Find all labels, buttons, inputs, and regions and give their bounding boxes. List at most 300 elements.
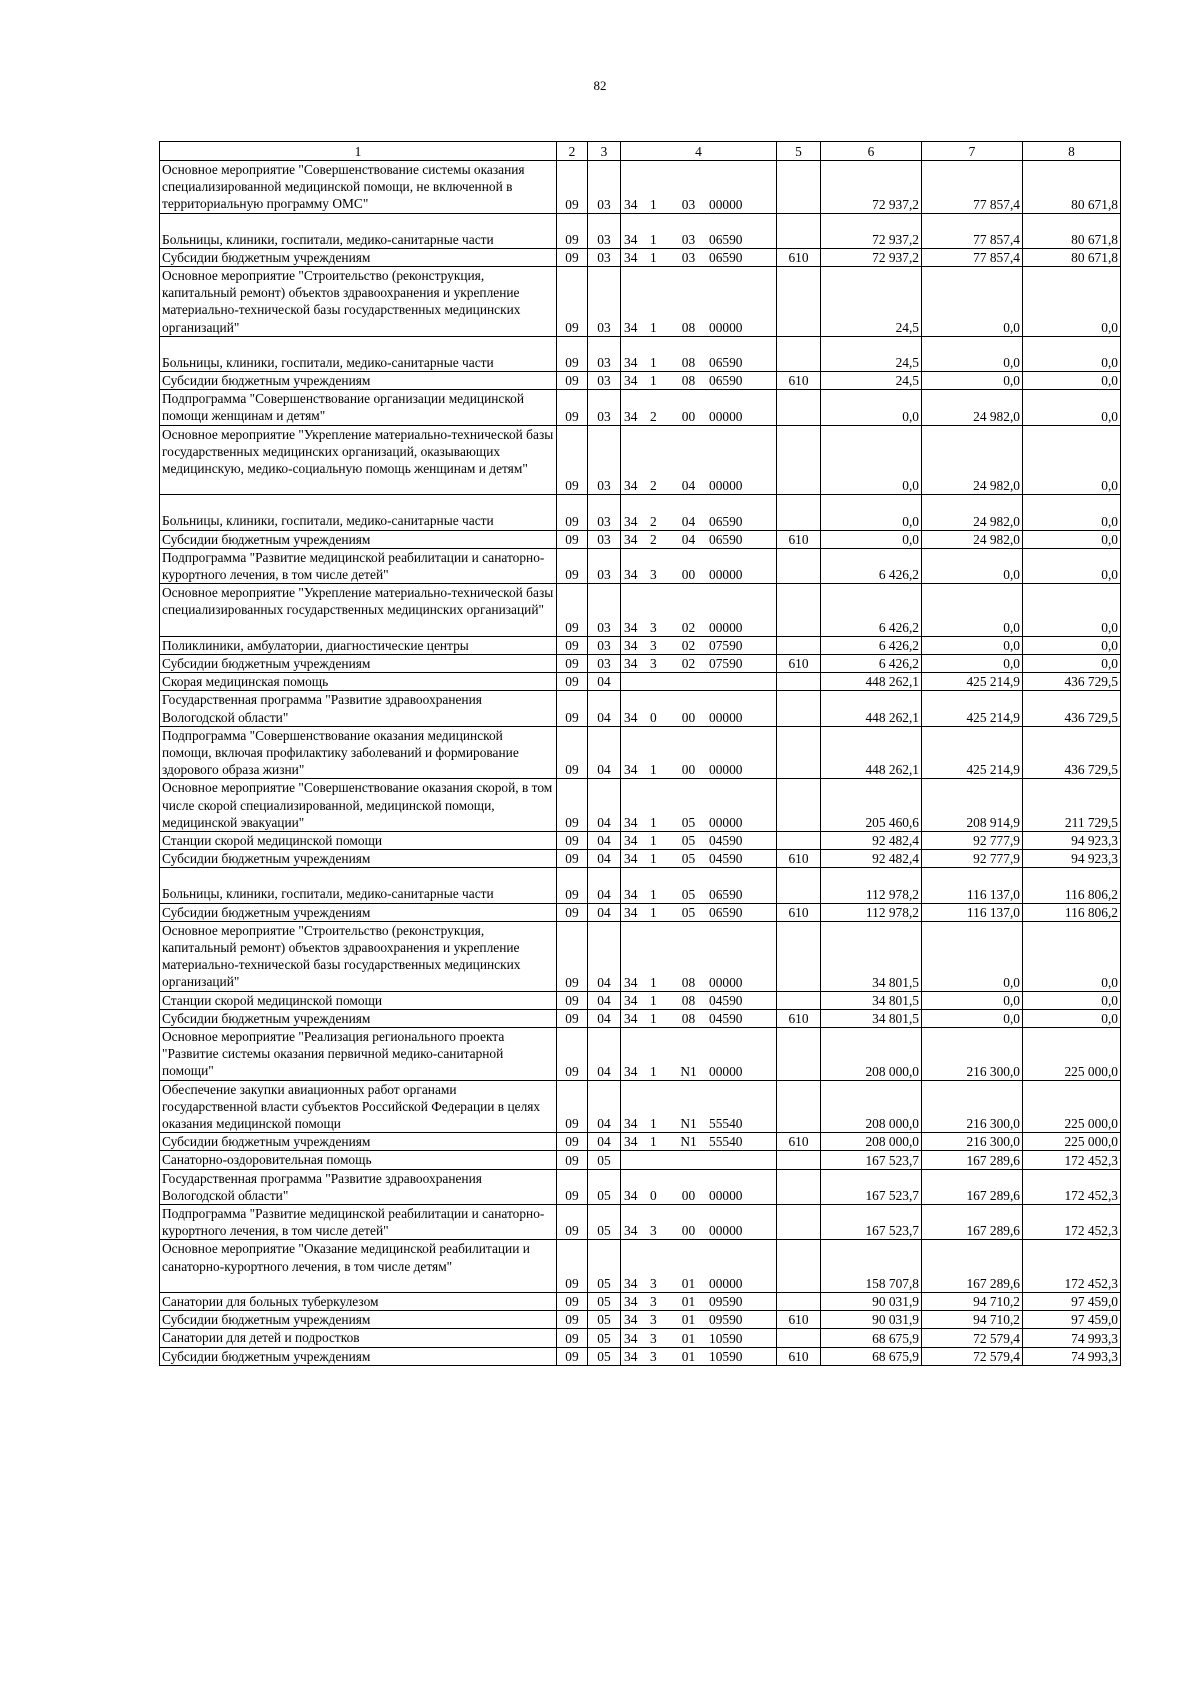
- subsection-code: 05: [588, 1293, 621, 1311]
- amount-col-8: 225 000,0: [1023, 1080, 1121, 1133]
- subsection-code: 04: [588, 1028, 621, 1081]
- section-code: 09: [557, 1028, 588, 1081]
- target-article-part-a: 34: [624, 638, 638, 653]
- target-article-part-a: 34: [624, 1134, 638, 1150]
- target-article-part-d: 10590: [709, 1348, 743, 1364]
- target-article-part-b: 3: [650, 1312, 657, 1328]
- row-name: Подпрограмма "Совершенствование организации медицинской помощи женщинам и детям": [160, 390, 557, 425]
- target-article-code: [621, 213, 777, 248]
- target-article-part-a: 34: [624, 1011, 638, 1027]
- target-article-part-a: 34: [624, 1116, 638, 1132]
- target-article-code: [621, 1151, 777, 1169]
- amount-col-8: 0,0: [1023, 584, 1121, 637]
- section-code: 09: [557, 161, 588, 214]
- expense-type-code: 610: [777, 1311, 821, 1329]
- subsection-code: 05: [588, 1205, 621, 1240]
- row-name: Санатории для детей и подростков: [160, 1329, 557, 1347]
- amount-col-7: 0,0: [922, 267, 1023, 337]
- expense-type-code: [777, 425, 821, 495]
- target-article-part-c: N1: [680, 1134, 697, 1150]
- amount-col-7: 216 300,0: [922, 1028, 1023, 1081]
- subsection-code: 05: [588, 1329, 621, 1347]
- target-article-part-a: 34: [624, 886, 638, 902]
- target-article-parts: [621, 992, 776, 1009]
- target-article-part-a: 34: [624, 619, 638, 635]
- amount-col-6: 24,5: [821, 336, 922, 371]
- target-article-code: [621, 779, 777, 832]
- target-article-part-d: 04590: [709, 1011, 743, 1027]
- target-article-part-d: 00000: [709, 1063, 743, 1079]
- target-article-part-a: 34: [624, 904, 638, 920]
- target-article-code: [621, 390, 777, 425]
- expense-type-code: [777, 584, 821, 637]
- target-article-part-b: 1: [650, 992, 657, 1008]
- row-name: Больницы, клиники, госпитали, медико-санитарные части: [160, 336, 557, 371]
- target-article-part-c: 00: [681, 408, 696, 424]
- target-article-part-c: N1: [680, 1116, 697, 1132]
- target-article-part-b: 2: [650, 531, 657, 547]
- target-article-part-b: 0: [650, 1188, 657, 1204]
- section-code: 09: [557, 1240, 588, 1293]
- amount-col-7: 24 982,0: [922, 390, 1023, 425]
- target-article-code: [621, 1293, 777, 1311]
- target-article-parts: [621, 1330, 776, 1347]
- target-article-part-d: 00000: [709, 1188, 743, 1204]
- target-article-parts: [621, 319, 776, 336]
- target-article-part-b: 1: [650, 815, 657, 831]
- amount-col-7: 24 982,0: [922, 425, 1023, 495]
- target-article-part-d: 07590: [709, 638, 743, 653]
- expense-type-code: 610: [777, 372, 821, 390]
- row-name: Подпрограмма "Совершенствование оказания медицинской помощи, включая профилактику заболеваний и формирование здорового образа жизни": [160, 726, 557, 779]
- amount-col-7: 167 289,6: [922, 1151, 1023, 1169]
- amount-col-8: 0,0: [1023, 921, 1121, 991]
- expense-type-code: [777, 1240, 821, 1293]
- expense-type-code: [777, 1329, 821, 1347]
- amount-col-6: 68 675,9: [821, 1347, 922, 1365]
- target-article-part-b: 3: [650, 1348, 657, 1364]
- table-row: [160, 495, 1121, 530]
- target-article-parts: [621, 249, 776, 266]
- section-code: 09: [557, 1205, 588, 1240]
- target-article-parts: [621, 1187, 776, 1204]
- expense-type-code: [777, 390, 821, 425]
- target-article-part-c: 00: [681, 1223, 696, 1239]
- amount-col-7: 94 710,2: [922, 1293, 1023, 1311]
- target-article-part-d: 06590: [709, 355, 743, 370]
- amount-col-8: 74 993,3: [1023, 1347, 1121, 1365]
- target-article-parts: [621, 231, 776, 248]
- subsection-code: 05: [588, 1169, 621, 1204]
- amount-col-6: 167 523,7: [821, 1205, 922, 1240]
- table-row: [160, 213, 1121, 248]
- amount-col-6: 167 523,7: [821, 1151, 922, 1169]
- target-article-part-d: 06590: [709, 886, 743, 902]
- amount-col-6: 90 031,9: [821, 1293, 922, 1311]
- amount-col-8: 80 671,8: [1023, 248, 1121, 266]
- target-article-part-a: 34: [624, 992, 638, 1008]
- target-article-parts: [621, 531, 776, 548]
- section-code: 09: [557, 636, 588, 654]
- amount-col-6: 34 801,5: [821, 921, 922, 991]
- amount-col-6: 112 978,2: [821, 903, 922, 921]
- target-article-part-d: 06590: [709, 373, 743, 389]
- target-article-part-a: 34: [624, 1312, 638, 1328]
- amount-col-7: 216 300,0: [922, 1133, 1023, 1151]
- amount-col-7: 208 914,9: [922, 779, 1023, 832]
- amount-col-8: 211 729,5: [1023, 779, 1121, 832]
- amount-col-6: 72 937,2: [821, 161, 922, 214]
- amount-col-6: 24,5: [821, 372, 922, 390]
- row-name: Субсидии бюджетным учреждениям: [160, 1133, 557, 1151]
- subsection-code: 03: [588, 584, 621, 637]
- target-article-parts: [621, 709, 776, 726]
- target-article-part-c: 08: [681, 355, 696, 370]
- amount-col-6: 68 675,9: [821, 1329, 922, 1347]
- expense-type-code: [777, 213, 821, 248]
- target-article-part-d: 09590: [709, 1294, 743, 1310]
- target-article-part-a: 34: [624, 851, 638, 867]
- target-article-part-b: 1: [650, 1134, 657, 1150]
- row-name: Санаторно-оздоровительная помощь: [160, 1151, 557, 1169]
- table-row: [160, 1009, 1121, 1027]
- section-code: 09: [557, 921, 588, 991]
- expense-type-code: [777, 1151, 821, 1169]
- target-article-code: [621, 868, 777, 903]
- amount-col-7: 425 214,9: [922, 726, 1023, 779]
- amount-col-6: 6 426,2: [821, 636, 922, 654]
- amount-col-8: 172 452,3: [1023, 1151, 1121, 1169]
- table-row: [160, 530, 1121, 548]
- target-article-part-c: 00: [681, 1188, 696, 1204]
- table-row: [160, 248, 1121, 266]
- amount-col-6: 92 482,4: [821, 850, 922, 868]
- target-article-code: [621, 161, 777, 214]
- amount-col-8: 225 000,0: [1023, 1133, 1121, 1151]
- amount-col-7: 0,0: [922, 991, 1023, 1009]
- target-article-part-b: 3: [650, 1276, 657, 1292]
- target-article-part-a: 34: [624, 709, 638, 725]
- target-article-part-c: 08: [681, 319, 696, 335]
- amount-col-8: 80 671,8: [1023, 161, 1121, 214]
- subsection-code: 04: [588, 691, 621, 726]
- row-name: Больницы, клиники, госпитали, медико-санитарные части: [160, 868, 557, 903]
- target-article-part-d: 00000: [709, 408, 743, 424]
- amount-col-7: 116 137,0: [922, 868, 1023, 903]
- target-article-parts: [621, 886, 776, 903]
- header-cell: 8: [1023, 142, 1121, 161]
- expense-type-code: [777, 691, 821, 726]
- target-article-part-c: 03: [681, 231, 696, 247]
- amount-col-8: 74 993,3: [1023, 1329, 1121, 1347]
- target-article-code: [621, 530, 777, 548]
- header-cell: 2: [557, 142, 588, 161]
- amount-col-7: 0,0: [922, 336, 1023, 371]
- amount-col-6: 92 482,4: [821, 832, 922, 850]
- target-article-part-b: 1: [650, 974, 657, 990]
- row-name: Подпрограмма "Развитие медицинской реабилитации и санаторно-курортного лечения, в том числе детей": [160, 548, 557, 583]
- target-article-part-c: 08: [681, 974, 696, 990]
- table-row: [160, 903, 1121, 921]
- header-cell: 6: [821, 142, 922, 161]
- target-article-part-b: 1: [650, 833, 657, 849]
- subsection-code: 03: [588, 248, 621, 266]
- target-article-part-d: 04590: [709, 833, 743, 849]
- subsection-code: 05: [588, 1347, 621, 1365]
- expense-type-code: [777, 991, 821, 1009]
- amount-col-6: 72 937,2: [821, 248, 922, 266]
- expense-type-code: [777, 336, 821, 371]
- row-name: Санатории для больных туберкулезом: [160, 1293, 557, 1311]
- target-article-part-a: 34: [624, 231, 638, 247]
- target-article-part-c: 05: [681, 904, 696, 920]
- amount-col-6: 0,0: [821, 390, 922, 425]
- target-article-part-c: 04: [681, 531, 696, 547]
- expense-type-code: [777, 832, 821, 850]
- target-article-part-b: 3: [650, 567, 657, 583]
- amount-col-8: 172 452,3: [1023, 1169, 1121, 1204]
- subsection-code: 04: [588, 850, 621, 868]
- target-article-parts: [621, 1222, 776, 1239]
- target-article-part-d: 04590: [709, 992, 743, 1008]
- target-article-parts: [621, 1275, 776, 1292]
- amount-col-6: 205 460,6: [821, 779, 922, 832]
- target-article-part-a: 34: [624, 250, 638, 265]
- amount-col-6: 208 000,0: [821, 1028, 922, 1081]
- target-article-parts: [621, 850, 776, 867]
- row-name: Основное мероприятие "Строительство (реконструкция, капитальный ремонт) объектов здравоохранения и укрепление материально-технической базы государственных медицинских организаций": [160, 267, 557, 337]
- section-code: 09: [557, 372, 588, 390]
- row-name: Основное мероприятие "Оказание медицинской реабилитации и санаторно-курортного лечения, в том числе детям": [160, 1240, 557, 1293]
- section-code: 09: [557, 991, 588, 1009]
- target-article-part-a: 34: [624, 1223, 638, 1239]
- subsection-code: 04: [588, 1080, 621, 1133]
- target-article-part-b: 1: [650, 319, 657, 335]
- subsection-code: 04: [588, 779, 621, 832]
- row-name: Субсидии бюджетным учреждениям: [160, 655, 557, 673]
- target-article-part-c: 01: [681, 1348, 696, 1364]
- target-article-part-b: 3: [650, 1330, 657, 1346]
- budget-table: [159, 141, 1121, 1366]
- header-cell: 3: [588, 142, 621, 161]
- expense-type-code: [777, 1080, 821, 1133]
- target-article-part-d: 00000: [709, 1223, 743, 1239]
- target-article-part-b: 3: [650, 1223, 657, 1239]
- target-article-part-d: 00000: [709, 196, 743, 212]
- subsection-code: 04: [588, 1009, 621, 1027]
- header-cell: 7: [922, 142, 1023, 161]
- target-article-part-c: 05: [681, 833, 696, 849]
- section-code: 09: [557, 495, 588, 530]
- target-article-code: [621, 1347, 777, 1365]
- target-article-part-d: 55540: [709, 1134, 743, 1150]
- subsection-code: 03: [588, 548, 621, 583]
- amount-col-6: 6 426,2: [821, 584, 922, 637]
- target-article-code: [621, 548, 777, 583]
- target-article-part-a: 34: [624, 974, 638, 990]
- subsection-code: 03: [588, 213, 621, 248]
- expense-type-code: [777, 1169, 821, 1204]
- target-article-parts: [621, 372, 776, 389]
- table-row: [160, 1311, 1121, 1329]
- subsection-code: 03: [588, 267, 621, 337]
- amount-col-7: 24 982,0: [922, 530, 1023, 548]
- amount-col-8: 94 923,3: [1023, 850, 1121, 868]
- table-row: [160, 1133, 1121, 1151]
- amount-col-7: 0,0: [922, 1009, 1023, 1027]
- target-article-parts: [621, 1010, 776, 1027]
- amount-col-8: 225 000,0: [1023, 1028, 1121, 1081]
- section-code: 09: [557, 868, 588, 903]
- table-row: [160, 832, 1121, 850]
- subsection-code: 04: [588, 832, 621, 850]
- row-name: Станции скорой медицинской помощи: [160, 832, 557, 850]
- subsection-code: 03: [588, 636, 621, 654]
- target-article-code: [621, 673, 777, 691]
- section-code: 09: [557, 1311, 588, 1329]
- target-article-part-a: 34: [624, 567, 638, 583]
- amount-col-6: 72 937,2: [821, 213, 922, 248]
- target-article-parts: [621, 814, 776, 831]
- target-article-parts: [621, 513, 776, 530]
- target-article-parts: [621, 408, 776, 425]
- target-article-code: [621, 336, 777, 371]
- target-article-part-d: 00000: [709, 619, 743, 635]
- table-row: [160, 390, 1121, 425]
- subsection-code: 04: [588, 673, 621, 691]
- amount-col-7: 0,0: [922, 636, 1023, 654]
- target-article-code: [621, 1080, 777, 1133]
- amount-col-7: 92 777,9: [922, 832, 1023, 850]
- subsection-code: 03: [588, 495, 621, 530]
- section-code: 09: [557, 1151, 588, 1169]
- amount-col-7: 92 777,9: [922, 850, 1023, 868]
- section-code: 09: [557, 267, 588, 337]
- target-article-part-c: 05: [681, 886, 696, 902]
- table-row: [160, 726, 1121, 779]
- target-article-part-d: 00000: [709, 815, 743, 831]
- amount-col-8: 0,0: [1023, 548, 1121, 583]
- target-article-part-d: 10590: [709, 1330, 743, 1346]
- target-article-code: [621, 1133, 777, 1151]
- amount-col-7: 216 300,0: [922, 1080, 1023, 1133]
- amount-col-7: 116 137,0: [922, 903, 1023, 921]
- amount-col-6: 6 426,2: [821, 548, 922, 583]
- target-article-part-b: 3: [650, 619, 657, 635]
- target-article-part-d: 09590: [709, 1312, 743, 1328]
- subsection-code: 04: [588, 921, 621, 991]
- target-article-part-d: 06590: [709, 250, 743, 265]
- target-article-part-a: 34: [624, 408, 638, 424]
- target-article-part-d: 04590: [709, 851, 743, 867]
- table-row: [160, 1169, 1121, 1204]
- expense-type-code: 610: [777, 850, 821, 868]
- row-name: Больницы, клиники, госпитали, медико-санитарные части: [160, 495, 557, 530]
- target-article-part-a: 34: [624, 1276, 638, 1292]
- expense-type-code: [777, 921, 821, 991]
- target-article-part-b: 1: [650, 196, 657, 212]
- target-article-code: [621, 1169, 777, 1204]
- section-code: 09: [557, 548, 588, 583]
- target-article-parts: [621, 761, 776, 778]
- target-article-part-a: 34: [624, 1348, 638, 1364]
- amount-col-6: 158 707,8: [821, 1240, 922, 1293]
- table-row: [160, 584, 1121, 637]
- row-name: Поликлиники, амбулатории, диагностические центры: [160, 636, 557, 654]
- table-row: [160, 779, 1121, 832]
- subsection-code: 03: [588, 655, 621, 673]
- target-article-parts: [621, 1063, 776, 1080]
- amount-col-7: 72 579,4: [922, 1329, 1023, 1347]
- target-article-parts: [621, 477, 776, 494]
- target-article-part-a: 34: [624, 513, 638, 529]
- target-article-parts: [621, 196, 776, 213]
- header-cell: 1: [160, 142, 557, 161]
- table-row: [160, 1329, 1121, 1347]
- amount-col-6: 448 262,1: [821, 673, 922, 691]
- amount-col-7: 425 214,9: [922, 673, 1023, 691]
- target-article-code: [621, 1009, 777, 1027]
- section-code: 09: [557, 691, 588, 726]
- row-name: Основное мероприятие "Совершенствование оказания скорой, в том числе скорой специализированной, медицинской помощи, медицинской эвакуации": [160, 779, 557, 832]
- target-article-part-a: 34: [624, 833, 638, 849]
- amount-col-8: 0,0: [1023, 530, 1121, 548]
- target-article-part-a: 34: [624, 1188, 638, 1204]
- target-article-part-a: 34: [624, 656, 638, 672]
- amount-col-8: 0,0: [1023, 655, 1121, 673]
- amount-col-7: 425 214,9: [922, 691, 1023, 726]
- expense-type-code: [777, 726, 821, 779]
- target-article-part-c: N1: [680, 1063, 697, 1079]
- row-name: Субсидии бюджетным учреждениям: [160, 248, 557, 266]
- target-article-parts: [621, 619, 776, 636]
- target-article-part-c: 08: [681, 373, 696, 389]
- table-row: [160, 425, 1121, 495]
- target-article-part-a: 34: [624, 478, 638, 494]
- target-article-part-b: 1: [650, 851, 657, 867]
- row-name: Подпрограмма "Развитие медицинской реабилитации и санаторно-курортного лечения, в том числе детей": [160, 1205, 557, 1240]
- target-article-part-a: 34: [624, 373, 638, 389]
- table-row: [160, 673, 1121, 691]
- amount-col-8: 0,0: [1023, 267, 1121, 337]
- target-article-part-c: 03: [681, 250, 696, 265]
- amount-col-6: 112 978,2: [821, 868, 922, 903]
- row-name: Больницы, клиники, госпитали, медико-санитарные части: [160, 213, 557, 248]
- target-article-part-a: 34: [624, 1063, 638, 1079]
- section-code: 09: [557, 248, 588, 266]
- header-cell: 4: [621, 142, 777, 161]
- amount-col-6: 6 426,2: [821, 655, 922, 673]
- target-article-parts: [621, 1133, 776, 1150]
- target-article-part-b: 3: [650, 1294, 657, 1310]
- subsection-code: 04: [588, 991, 621, 1009]
- target-article-code: [621, 691, 777, 726]
- amount-col-6: 90 031,9: [821, 1311, 922, 1329]
- expense-type-code: [777, 1028, 821, 1081]
- amount-col-8: 0,0: [1023, 1009, 1121, 1027]
- target-article-part-a: 34: [624, 319, 638, 335]
- expense-type-code: [777, 548, 821, 583]
- table-row: [160, 1205, 1121, 1240]
- target-article-part-c: 00: [681, 709, 696, 725]
- table-row: [160, 868, 1121, 903]
- target-article-parts: [621, 974, 776, 991]
- table-row: [160, 1151, 1121, 1169]
- section-code: 09: [557, 1293, 588, 1311]
- table-row: [160, 991, 1121, 1009]
- target-article-part-d: 00000: [709, 478, 743, 494]
- table-row: [160, 921, 1121, 991]
